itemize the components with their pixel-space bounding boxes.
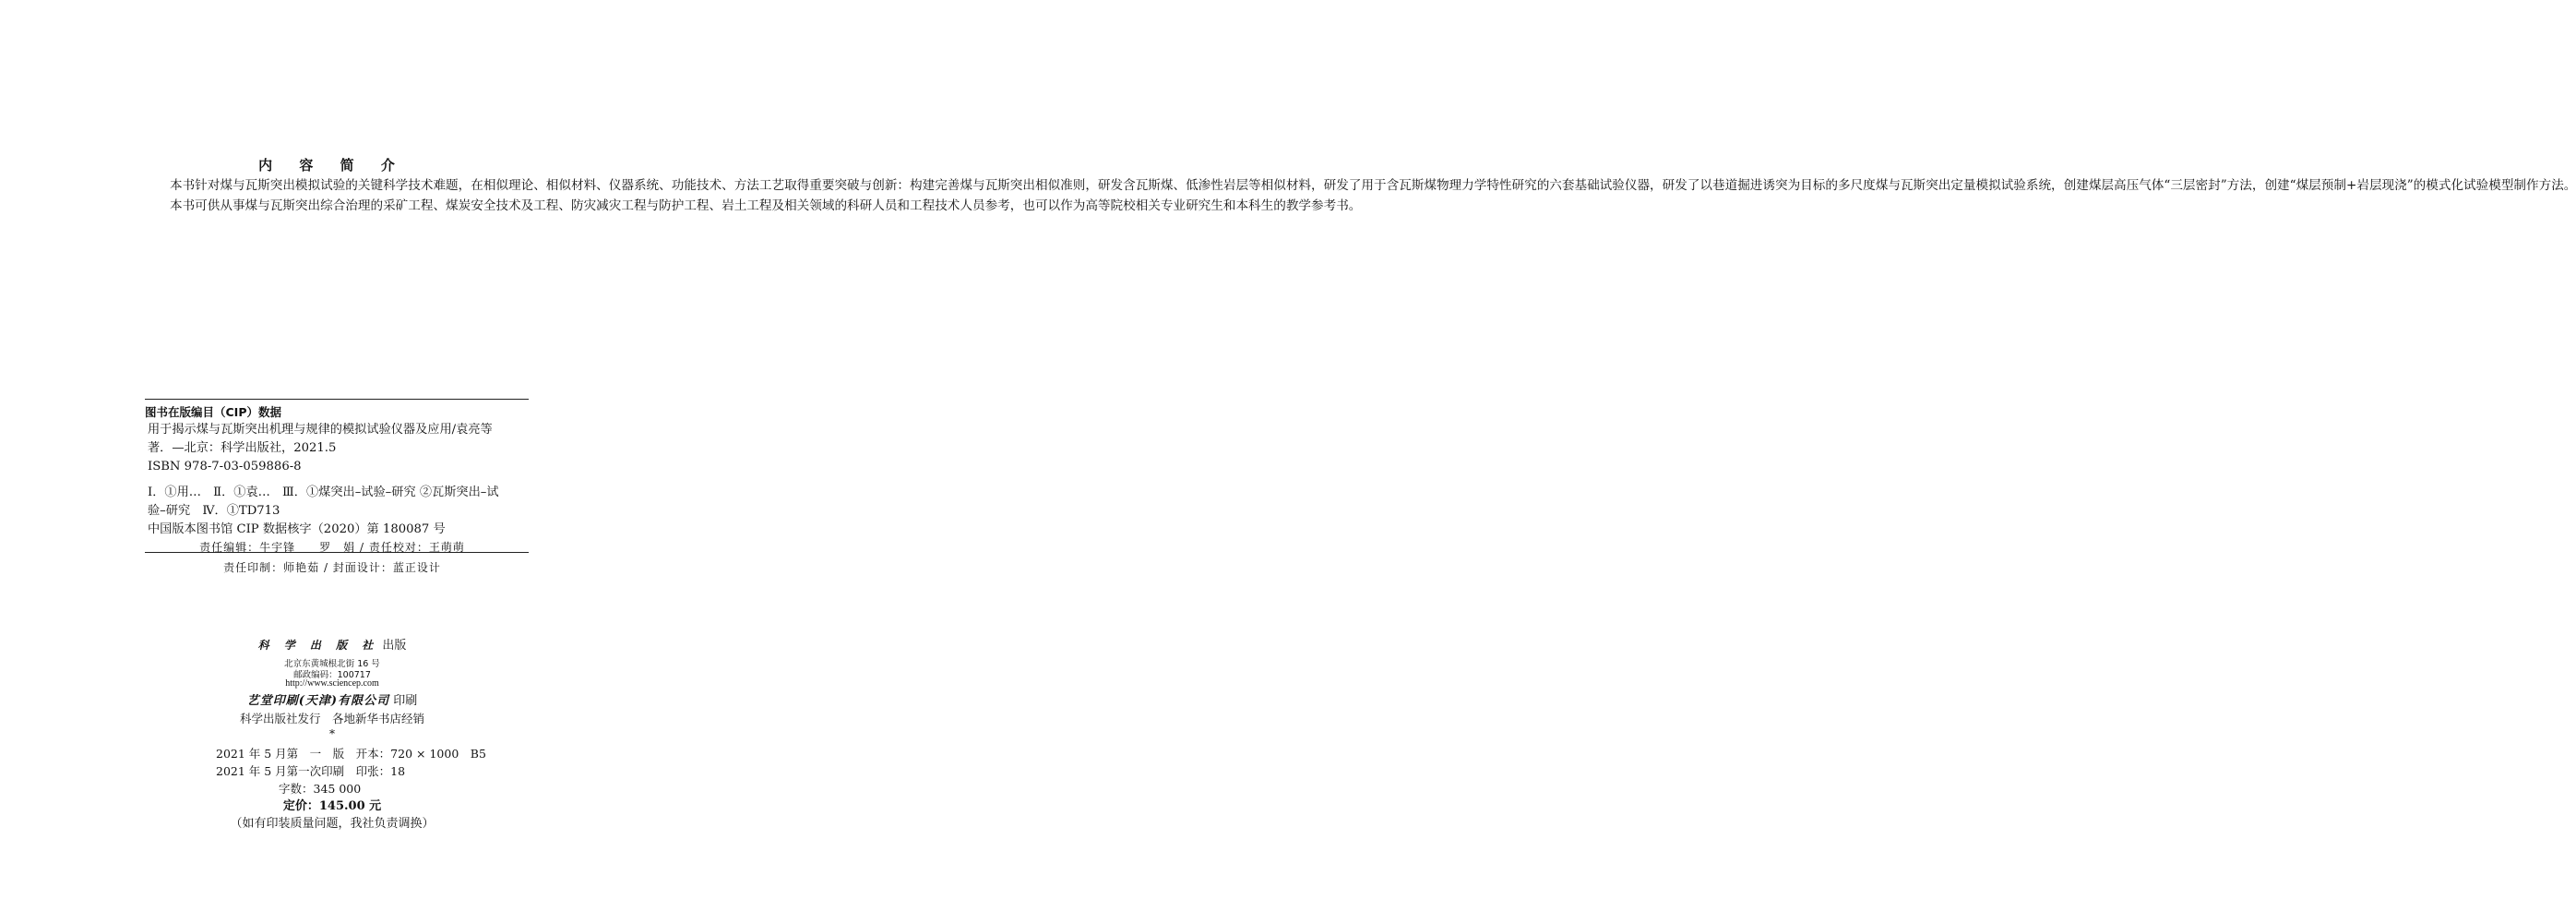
cip-subjects-line-2: 验–研究 Ⅳ．①TD713 [148, 504, 280, 518]
printer-suffix: 印刷 [393, 694, 418, 708]
publisher-suffix: 出版 [382, 639, 407, 653]
printer-name: 艺堂印刷(天津)有限公司 [246, 694, 390, 708]
cip-record-number: 中国版本图书馆 CIP 数据核字（2020）第 180087 号 [148, 522, 446, 536]
summary-paragraph-2: 本书可供从事煤与瓦斯突出综合治理的采矿工程、煤炭安全技术及工程、防灾减灾工程与防护工程、岩土工程及相关领域的科研人员和工程技术人员参考，也可以作为高等院校相关专业研究生和本科生的教学参考书。 [170, 198, 1362, 213]
cip-title-line: 用于揭示煤与瓦斯突出机理与规律的模拟试验仪器及应用/袁亮等 [148, 423, 493, 437]
separator-star: * [329, 727, 335, 740]
publisher-name: 科 学 出 版 社 [257, 639, 379, 652]
distribution-line: 科学出版社发行 各地新华书店经销 [239, 712, 424, 725]
cip-heading: 图书在版编目（CIP）数据 [145, 405, 281, 419]
cip-top-rule [145, 399, 529, 400]
publisher-line [0, 635, 664, 653]
cip-subjects-line-1: Ⅰ．①用… Ⅱ．①袁… Ⅲ．①煤突出–试验–研究 ②瓦斯突出–试 [148, 485, 499, 499]
price: 定价：145.00 元 [282, 799, 382, 813]
summary-paragraph-1: 本书针对煤与瓦斯突出模拟试验的关键科学技术难题，在相似理论、相似材料、仪器系统、功能技术、方法工艺取得重要突破与创新：构建完善煤与瓦斯突出相似准则，研发含瓦斯煤、低渗性岩层等相似材料，研发了用于含瓦斯煤物理力学特性研究的六套基础试验仪器，研发了以巷道掘进诱突为目标的多尺度煤与瓦斯突出定量模拟试验系统，创建煤层高压气体“三层密封”方法，创建“煤层预制+岩层现浇”的模式化试验模型制作方法。 [170, 178, 2576, 193]
edition-line: 2021 年 5 月第 一 版 开本：720 × 1000 B5 [216, 747, 486, 761]
production-credits: 责任印制：师艳茹 / 封面设计：蓝正设计 [223, 561, 441, 574]
page-title: 内 容 简 介 [258, 157, 406, 174]
summary-section [145, 175, 2576, 216]
wordcount-line: 字数：345 000 [279, 782, 362, 796]
cip-record [148, 421, 526, 539]
editor-credits: 责任编辑：牛宇锋 罗 娟 / 责任校对：王萌萌 [199, 541, 465, 554]
publisher-website: http://www.sciencep.com [285, 678, 379, 689]
quality-note: （如有印装质量问题，我社负责调换） [230, 817, 435, 831]
cip-imprint-line: 著．—北京：科学出版社，2021.5 [148, 441, 337, 455]
publisher-postcode: 邮政编码：100717 [293, 670, 371, 680]
publisher-address: 北京东黄城根北街 16 号 [284, 659, 380, 669]
printer-line [0, 690, 664, 708]
printing-line: 2021 年 5 月第一次印刷 印张：18 [216, 764, 406, 778]
cip-isbn: ISBN 978-7-03-059886-8 [148, 460, 302, 473]
